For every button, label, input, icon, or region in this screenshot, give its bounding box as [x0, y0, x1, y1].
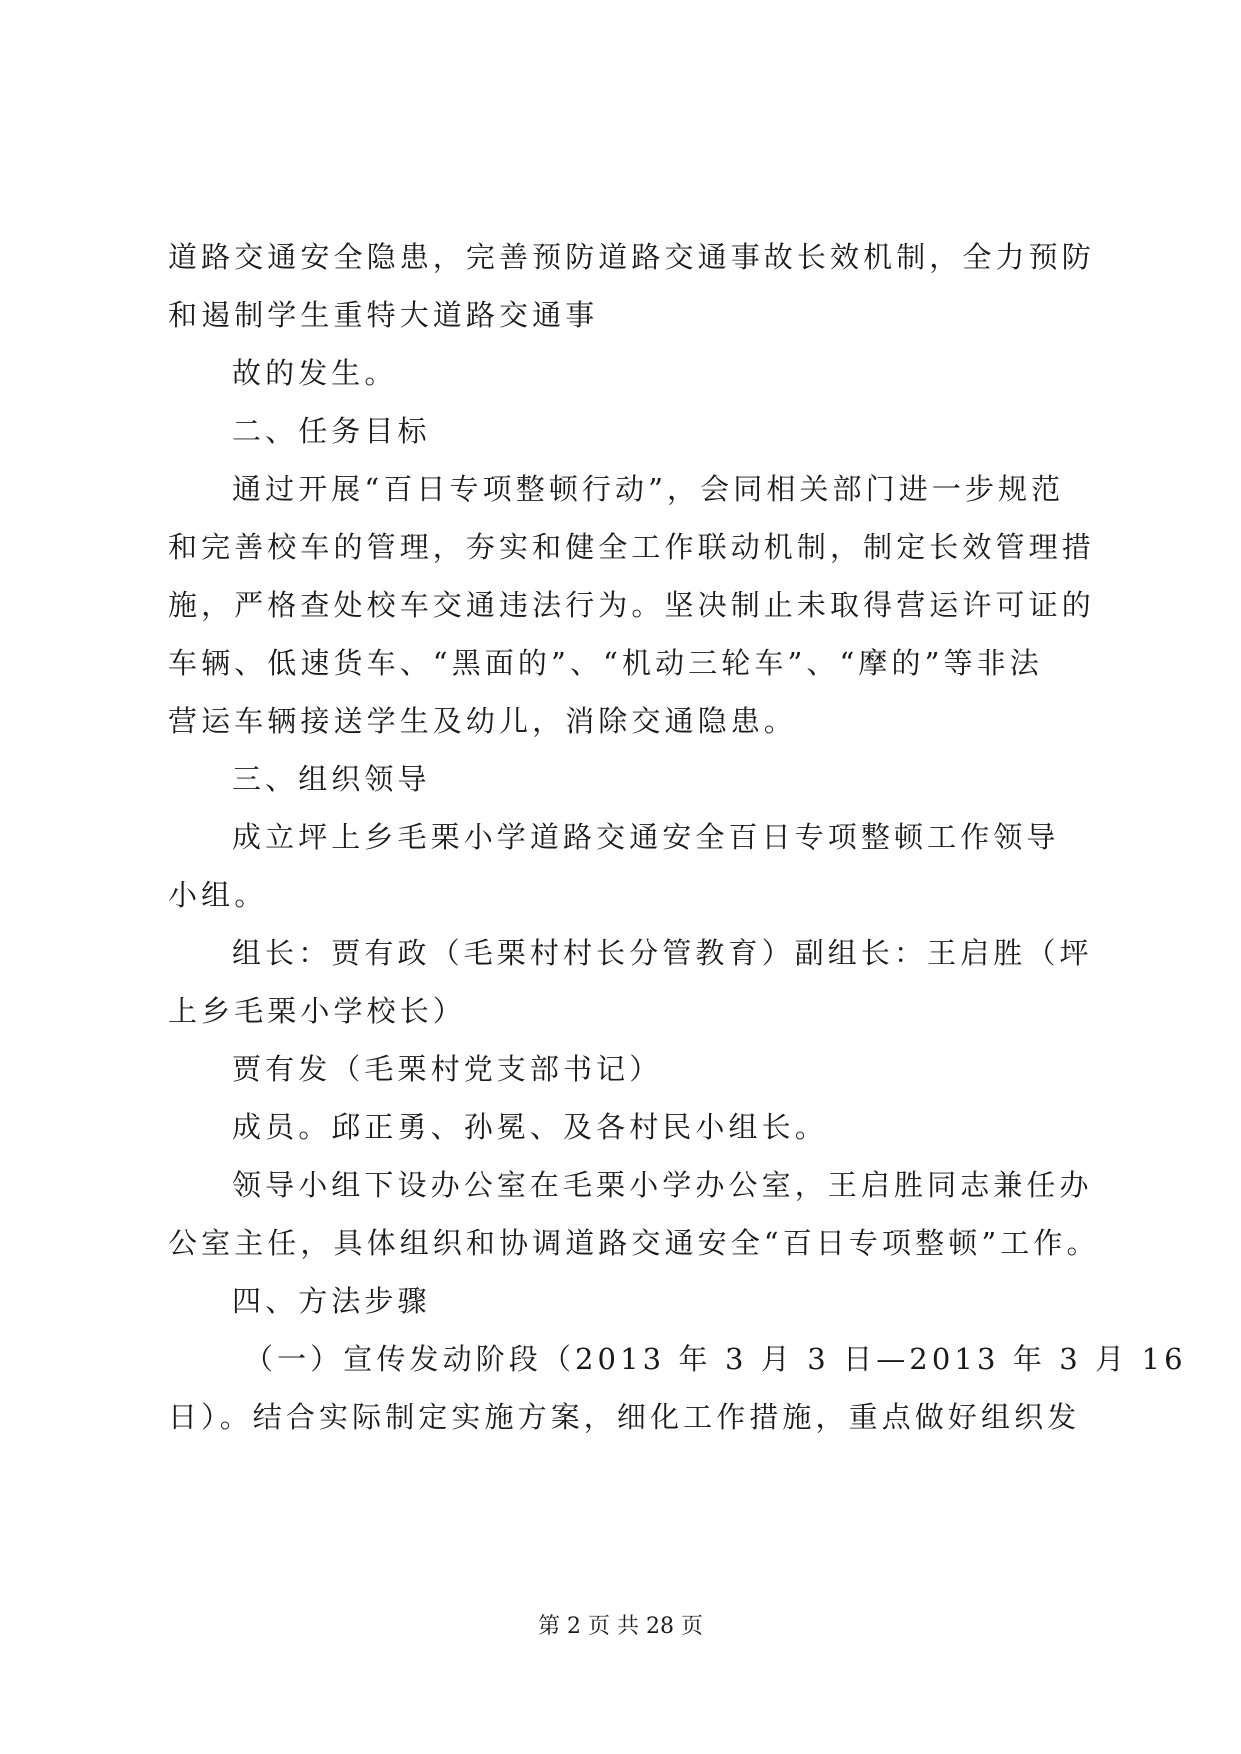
- text-line: 营运车辆接送学生及幼儿，消除交通隐患。: [168, 704, 797, 738]
- text-line: 日）。结合实际制定实施方案，细化工作措施，重点做好组织发: [168, 1400, 1081, 1434]
- section-heading: 四、方法步骤: [232, 1284, 431, 1318]
- text-line: 和完善校车的管理，夯实和健全工作联动机制，制定长效管理措: [168, 530, 1095, 564]
- document-body: [168, 228, 1187, 1446]
- text-line: 组长：贾有政（毛栗村村长分管教育）副组长：王启胜（坪: [232, 936, 1093, 970]
- section-heading: 三、组织领导: [232, 762, 431, 796]
- text-line: 公室主任，具体组织和协调道路交通安全“百日专项整顿”工作。: [168, 1226, 1100, 1260]
- text-line: 通过开展“百日专项整顿行动”，会同相关部门进一步规范: [232, 472, 1065, 506]
- section-heading: 二、任务目标: [232, 414, 431, 448]
- text-line: 领导小组下设办公室在毛栗小学办公室，王启胜同志兼任办: [232, 1168, 1093, 1202]
- text-line: 车辆、低速货车、“黑面的”、“机动三轮车”、“摩的”等非法: [168, 646, 1043, 680]
- text-line: 贾有发（毛栗村党支部书记）: [232, 1052, 663, 1086]
- text-line: 成员。邱正勇、孙冕、及各村民小组长。: [232, 1110, 828, 1144]
- text-line: 故的发生。: [232, 356, 398, 390]
- text-line: 上乡毛栗小学校长）: [168, 994, 466, 1028]
- text-line: 和遏制学生重特大道路交通事: [168, 298, 599, 332]
- text-line: 道路交通安全隐患，完善预防道路交通事故长效机制，全力预防: [168, 240, 1095, 274]
- page-number-footer: 第 2 页 共 28 页: [538, 1614, 703, 1639]
- text-line: （一）宣传发动阶段（2013 年 3 月 3 日—2013 年 3 月 16: [244, 1342, 1187, 1376]
- text-line: 小组。: [168, 878, 268, 912]
- text-line: 成立坪上乡毛栗小学道路交通安全百日专项整顿工作领导: [232, 820, 1060, 854]
- text-line: 施，严格查处校车交通违法行为。坚决制止未取得营运许可证的: [168, 588, 1095, 622]
